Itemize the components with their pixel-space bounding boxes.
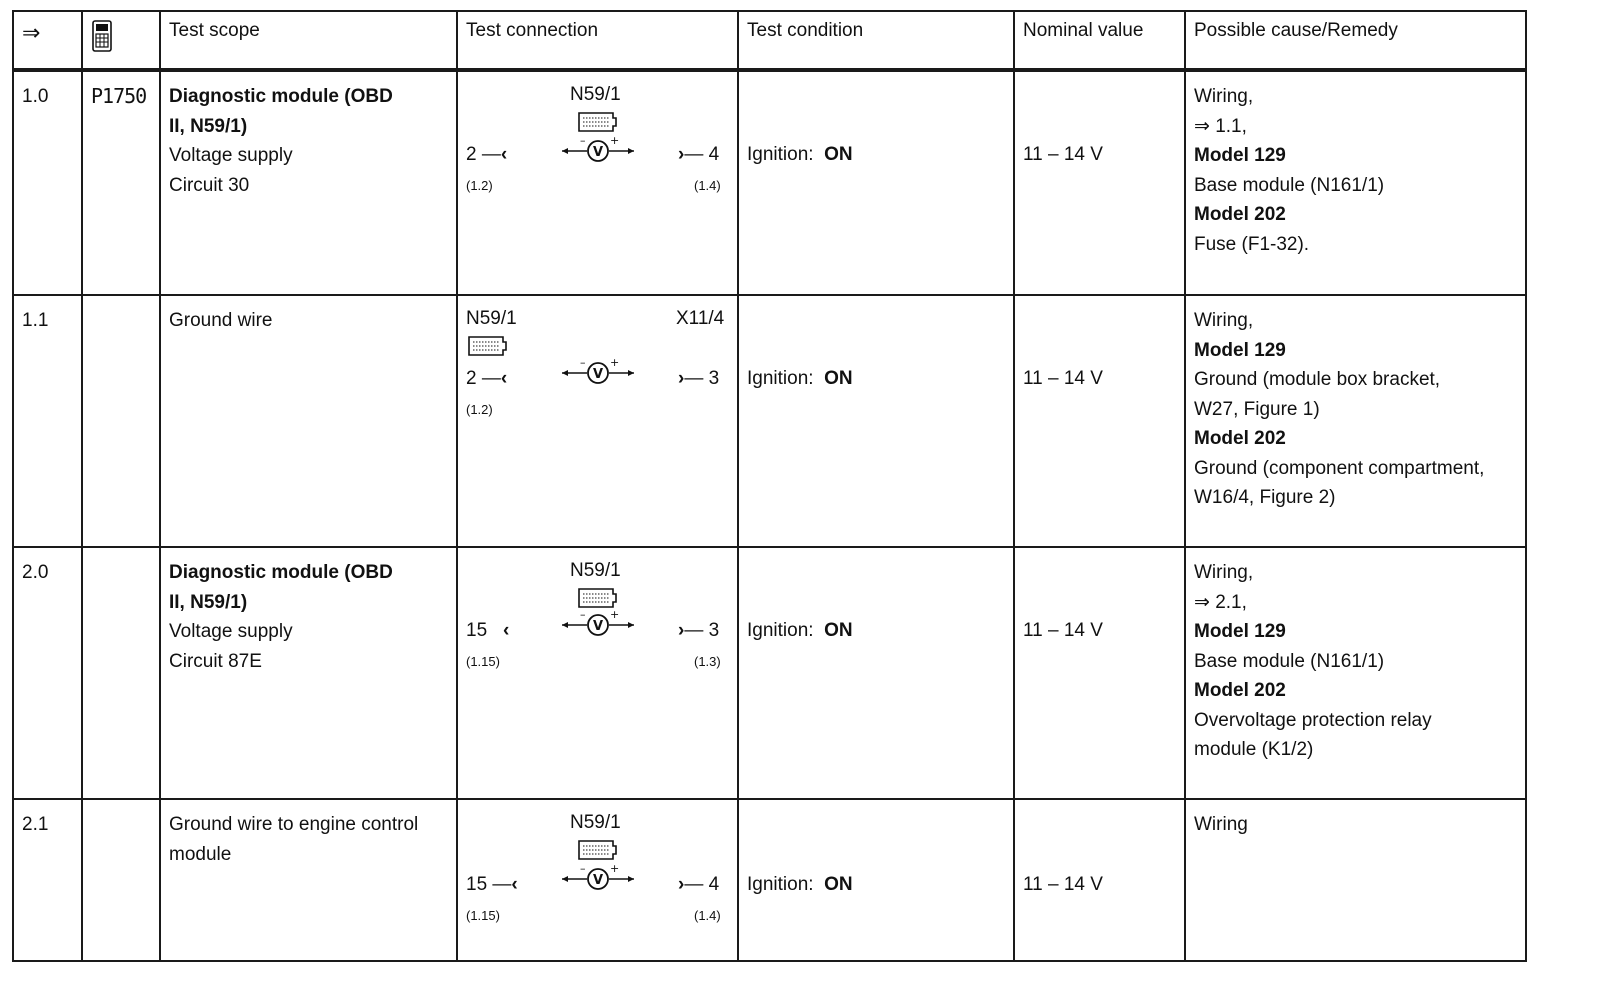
pin-right-sub: (1.3) (694, 654, 721, 669)
pin-right-sub: (1.4) (694, 908, 721, 923)
table-row (13, 70, 1526, 295)
test-scope (160, 295, 457, 547)
pin-right: ›— 3 (678, 620, 720, 641)
test-connection (457, 70, 738, 295)
nominal-value: 11 – 14 V (1014, 547, 1185, 799)
possible-cause: Wiring, ⇒ 2.1, Model 129 Base module (N161/1) Model 202 Overvoltage protection relay module (K1/2) (1185, 547, 1526, 799)
pin-left-sub: (1.15) (466, 654, 500, 669)
scope-line: Voltage supply (169, 145, 293, 166)
header-possible-cause: Possible cause/Remedy (1185, 11, 1526, 70)
connector-icon (576, 586, 618, 610)
scope-line: module (169, 843, 232, 865)
pin-left: 2 —‹ (466, 368, 508, 389)
arrow-icon: ⇒ (22, 20, 41, 45)
header-test-scope: Test scope (160, 11, 457, 70)
test-condition: Ignition: ON (738, 547, 1014, 799)
test-connection (457, 547, 738, 799)
test-condition: Ignition: ON (738, 799, 1014, 961)
header-tester (82, 11, 160, 70)
pin-right: ›— 4 (678, 144, 720, 165)
table-row (13, 799, 1526, 961)
voltmeter-icon (560, 862, 636, 896)
step-number: 1.1 (13, 295, 82, 547)
pin-right: ›— 4 (678, 874, 720, 895)
test-condition: Ignition: ON (738, 70, 1014, 295)
pin-left-sub: (1.2) (466, 178, 493, 193)
pin-left-sub: (1.2) (466, 402, 493, 417)
diagnostic-test-table (12, 10, 1527, 962)
pin-left: 2 —‹ (466, 144, 508, 165)
fault-code (82, 295, 160, 547)
pin-right: ›— 3 (678, 368, 720, 389)
pin-left: 15 —‹ (466, 874, 518, 895)
step-number: 2.1 (13, 799, 82, 961)
table-row (13, 295, 1526, 547)
test-connection (457, 295, 738, 547)
possible-cause: Wiring (1185, 799, 1526, 961)
pin-left-sub: (1.15) (466, 908, 500, 923)
fault-code (82, 547, 160, 799)
connector-label: N59/1 (570, 560, 621, 581)
tester-device-icon (91, 20, 113, 52)
step-number: 2.0 (13, 547, 82, 799)
test-connection (457, 799, 738, 961)
scope-title-line: Diagnostic module (OBD (169, 562, 393, 583)
scope-line: Ground wire (169, 310, 273, 331)
header-test-connection: Test connection (457, 11, 738, 70)
test-condition: Ignition: ON (738, 295, 1014, 547)
connector-label: N59/1 (570, 84, 621, 105)
scope-title-line: Diagnostic module (OBD (169, 86, 393, 107)
fault-code (82, 799, 160, 961)
nominal-value: 11 – 14 V (1014, 295, 1185, 547)
scope-title-line: II, N59/1) (169, 591, 248, 613)
connector-icon (576, 838, 618, 862)
connector-label: N59/1 (570, 812, 621, 833)
header-test-condition: Test condition (738, 11, 1014, 70)
table-row (13, 547, 1526, 799)
scope-line: Ground wire to engine control (169, 814, 419, 835)
connector-icon (466, 334, 508, 358)
scope-line: Circuit 87E (169, 650, 262, 672)
scope-line: Voltage supply (169, 621, 293, 642)
test-scope (160, 799, 457, 961)
voltmeter-icon (560, 608, 636, 642)
test-scope (160, 70, 457, 295)
header-row (13, 11, 1526, 70)
header-nominal-value: Nominal value (1014, 11, 1185, 70)
header-arrow (13, 11, 82, 70)
test-scope (160, 547, 457, 799)
scope-line: Circuit 30 (169, 174, 250, 196)
pin-right-sub: (1.4) (694, 178, 721, 193)
possible-cause: Wiring, Model 129 Ground (module box bracket, W27, Figure 1) Model 202 Ground (component compartment, W16/4, Figure 2) (1185, 295, 1526, 547)
voltmeter-icon (560, 356, 636, 390)
step-number: 1.0 (13, 70, 82, 295)
nominal-value: 11 – 14 V (1014, 799, 1185, 961)
nominal-value: 11 – 14 V (1014, 70, 1185, 295)
fault-code: P1750 (82, 70, 160, 295)
connector-icon (576, 110, 618, 134)
pin-left: 15 ‹ (466, 620, 510, 641)
connector-label: N59/1 (466, 308, 517, 329)
scope-title-line: II, N59/1) (169, 115, 248, 137)
voltmeter-icon (560, 134, 636, 168)
possible-cause: Wiring, ⇒ 1.1, Model 129 Base module (N161/1) Model 202 Fuse (F1-32). (1185, 70, 1526, 295)
connector-label: X11/4 (676, 308, 725, 329)
